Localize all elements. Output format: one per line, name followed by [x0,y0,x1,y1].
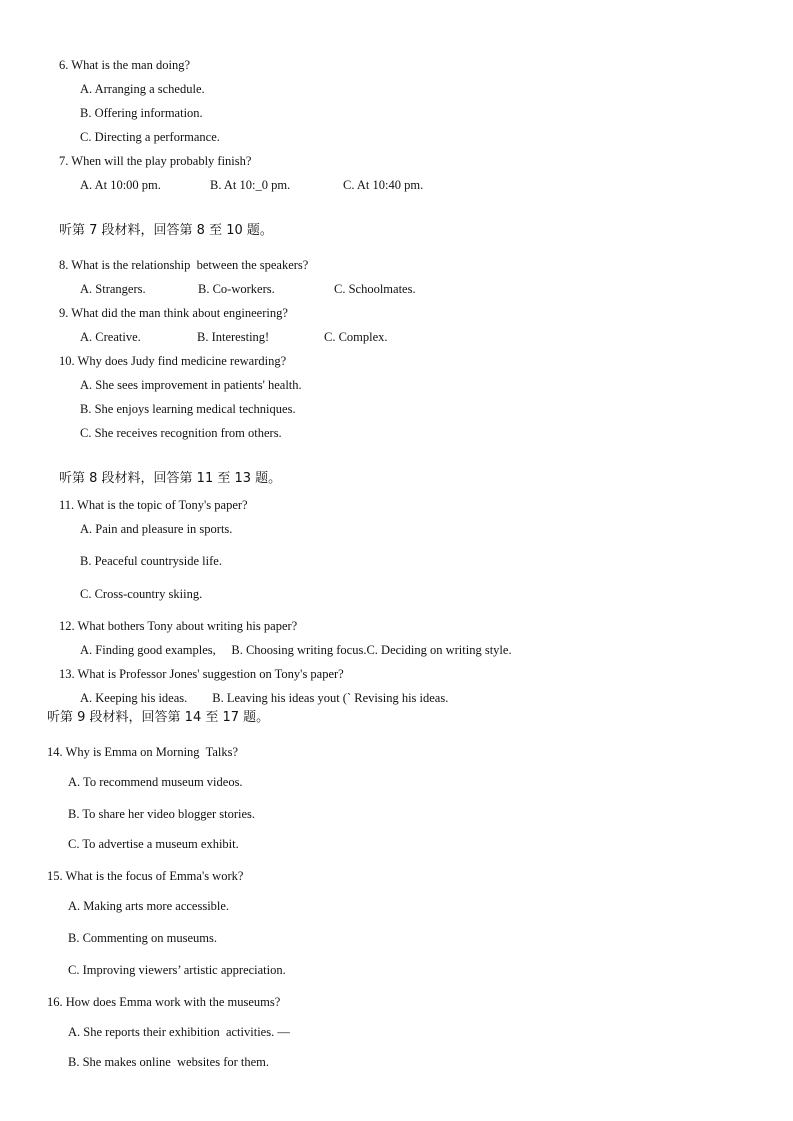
question-7: 7. When will the play probably finish? [59,154,252,168]
option-7b: B. At 10:_0 pm. [210,178,291,192]
option-6b: B. Offering information. [80,106,203,120]
question-13: 13. What is Professor Jones' suggestion on Tony's paper? [59,667,344,681]
option-11a: A. Pain and pleasure in sports. [80,522,233,536]
option-9a: A. Creative. [80,330,141,344]
question-15: 15. What is the focus of Emma's work? [47,869,244,883]
option-9c: C. Complex. [324,330,388,344]
option-14b: B. To share her video blogger stories. [68,807,256,821]
option-16b: B. She makes online websites for them. [68,1055,270,1069]
option-7c: C. At 10:40 pm. [343,178,424,192]
option-6a: A. Arranging a schedule. [80,82,205,96]
question-16: 16. How does Emma work with the museums? [47,995,281,1009]
option-7a: A. At 10:00 pm. [80,178,161,192]
option-8a: A. Strangers. [80,282,146,296]
options-12: A. Finding good examples, B. Choosing writing focus.C. Deciding on writing style. [80,643,512,657]
option-15b: B. Commenting on museums. [68,931,217,945]
options-13: A. Keeping his ideas. B. Leaving his ideas yout (` Revising his ideas. [80,691,449,705]
option-10b: B. She enjoys learning medical techniques. [80,402,296,416]
question-14: 14. Why is Emma on Morning Talks? [47,745,239,759]
option-10a: A. She sees improvement in patients' health. [80,378,302,392]
section-8-heading: 听第 8 段材料，回答第 11 至 13 题。 [59,471,282,486]
option-10c: C. She receives recognition from others. [80,426,282,440]
option-11b: B. Peaceful countryside life. [80,554,222,568]
question-11: 11. What is the topic of Tony's paper? [59,498,248,512]
question-12: 12. What bothers Tony about writing his paper? [59,619,298,633]
option-6c: C. Directing a performance. [80,130,220,144]
question-6: 6. What is the man doing? [59,58,190,72]
question-9: 9. What did the man think about engineering? [59,306,288,320]
option-15a: A. Making arts more accessible. [68,899,230,913]
question-8: 8. What is the relationship between the speakers? [59,258,309,272]
option-8c: C. Schoolmates. [334,282,416,296]
option-14c: C. To advertise a museum exhibit. [68,837,239,851]
option-14a: A. To recommend museum videos. [68,775,243,789]
option-8b: B. Co-workers. [198,282,275,296]
option-16a: A. She reports their exhibition activities. — [68,1025,290,1039]
option-9b: B. Interesting! [197,330,270,344]
section-7-heading: 听第 7 段材料，回答第 8 至 10 题。 [59,223,273,238]
section-9-heading: 听第 9 段材料，回答第 14 至 17 题。 [47,710,270,725]
option-15c: C. Improving viewers’ artistic appreciation. [68,963,286,977]
question-10: 10. Why does Judy find medicine rewarding? [59,354,287,368]
option-11c: C. Cross-country skiing. [80,587,203,601]
